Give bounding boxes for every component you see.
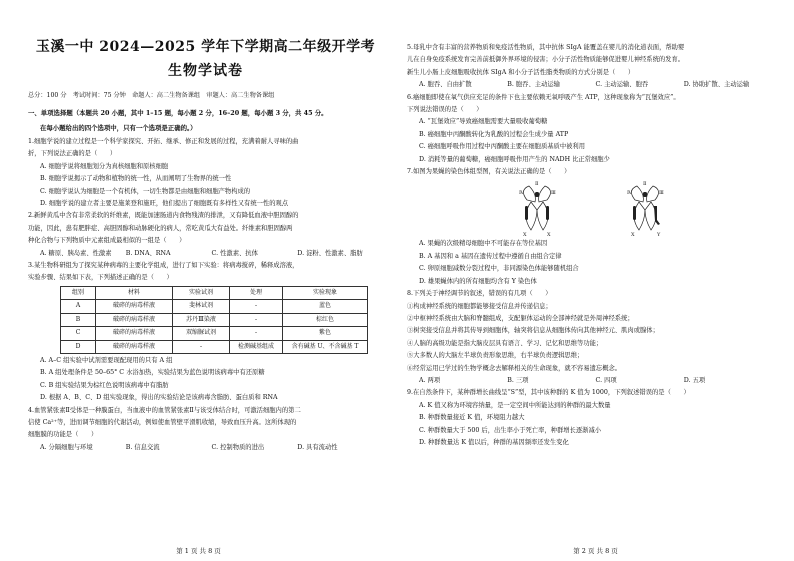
option-row bbox=[28, 248, 383, 260]
question-text: 信使 Ca²⁺等，进而调节细胞的代谢活动，例如使血管壁平滑肌收缩，导致血压升高。这所体现的 bbox=[28, 418, 297, 426]
table-row bbox=[61, 300, 368, 313]
table-cell: 棕红色 bbox=[283, 313, 368, 326]
option-a: A. “瓦堡效应”导致癌细胞需要大量吸收葡萄糖 bbox=[419, 118, 548, 126]
statement-item: ⑤大多数人的大脑左半球负责形象思维，右半球负责逻辑思维； bbox=[407, 352, 584, 360]
question-2 bbox=[28, 210, 383, 260]
table-header: 实验现象 bbox=[283, 286, 368, 299]
chromosome-label: X bbox=[547, 232, 551, 239]
option-b: B. 种群数量接近 K 值，环境阻力越大 bbox=[419, 414, 525, 422]
option-a: A. 细胞学说将细胞划分为真核细胞和原核细胞 bbox=[40, 162, 169, 170]
chromosome-iii-left bbox=[631, 186, 643, 202]
option-a: A. 两项 bbox=[419, 376, 441, 384]
chromosome-iv bbox=[535, 192, 539, 197]
table-cell: - bbox=[230, 300, 283, 313]
question-9 bbox=[407, 387, 772, 449]
female-karyotype bbox=[519, 181, 556, 238]
question-text: 新生儿小肠上皮细胞吸收抗体 SIgA 和小分子活性脂类物质的方式分别是（ ） bbox=[407, 68, 635, 76]
table-row bbox=[61, 327, 368, 340]
statement-item: ⑥经常运用已学过的生物学概念去解释相关的生命现象，就不容易遗忘概念。 bbox=[407, 364, 622, 372]
option-b: B. DNA、RNA bbox=[125, 249, 171, 257]
option-a: A. A–C 组实验中试剂需要现配现用的只有 A 组 bbox=[40, 356, 173, 364]
option-a: A. 糖原、胰岛素、性激素 bbox=[40, 249, 112, 257]
table-cell: 检测碱基组成 bbox=[230, 340, 283, 353]
option-d: D. 消耗等量的葡萄糖，癌细胞呼吸作用产生的 NADH 比正常细胞少 bbox=[419, 155, 610, 163]
option-b: B. 癌细胞中丙酮酸转化为乳酸的过程会生成少量 ATP bbox=[419, 130, 569, 138]
table-cell: 破碎的病毒样液 bbox=[96, 327, 173, 340]
option-d: D. 淀粉、性激素、脂肪 bbox=[297, 249, 363, 257]
table-cell: B bbox=[61, 313, 96, 326]
question-text: 功能，因此，患有肥胖症、高胆固醇和动脉硬化的病人，常吃黄瓜大有益处。纤维素和胆固醇两 bbox=[28, 224, 293, 232]
option-c: C. 性激素、抗体 bbox=[211, 249, 258, 257]
option-c: C. 卵原细胞减数分裂过程中，非同源染色体能够随机组合 bbox=[419, 265, 579, 273]
chromosome-iii-left bbox=[523, 186, 535, 202]
chromosome-label: X bbox=[631, 232, 635, 239]
exam-subtitle: 生物学试卷 bbox=[168, 63, 243, 79]
table-row bbox=[61, 313, 368, 326]
page-footer: 第 1 页 共 8 页 bbox=[176, 547, 221, 555]
question-5 bbox=[407, 42, 772, 92]
question-text: 2.新鲜黄瓜中含有非常柔软的纤维素，既能加速肠道内食物残渣的排泄，又有降低血液中胆固醇的 bbox=[28, 212, 299, 220]
question-text: 8.下列关于神经调节的叙述，错误的有几项（ ） bbox=[407, 290, 552, 298]
chromosome-label: Ⅲ bbox=[551, 190, 556, 197]
question-text: 实验步骤、结果如下表，下列描述正确的是（ ） bbox=[28, 274, 173, 282]
exam-title: 玉溪一中 2024—2025 学年下学期高二年级开学考 bbox=[35, 39, 376, 55]
question-text: 折，下列说法正确的是（ ） bbox=[28, 150, 117, 158]
option-b: B. A 基因和 a 基因在遗传过程中遵循自由组合定律 bbox=[419, 252, 562, 260]
exam-meta: 总分：100 分 考试时间：75 分钟 命题人：高二生物备课组 审题人：高二生物备课组 bbox=[28, 92, 275, 99]
table-cell: 破碎的病毒样液 bbox=[96, 313, 173, 326]
table-header: 材料 bbox=[96, 286, 173, 299]
option-c: C. 细胞学说认为细胞是一个有机体，一切生物都是由细胞和细胞产物构成的 bbox=[40, 187, 251, 195]
question-text: 5.母乳中含有丰富的营养物质和免疫活性物质，其中抗体 SIgA 能覆盖在婴儿的消化道表面，帮助婴 bbox=[407, 44, 685, 51]
table-cell: C bbox=[61, 327, 96, 340]
chromosome-iii-right bbox=[539, 186, 551, 202]
question-text: 儿在自身免疫系统发育完善前抵御外界环境的侵害；小分子活性物质能够促进婴儿神经系统的发育。 bbox=[407, 56, 685, 64]
chromosome-iv bbox=[643, 192, 647, 197]
question-text: 下列说法错误的是（ ） bbox=[407, 106, 483, 114]
chromosome-karyotype-figure bbox=[517, 180, 687, 238]
option-row bbox=[28, 442, 383, 454]
question-text: 1.细胞学说的建立过程是一个科学家探究、开拓、继承、修正和发展的过程，充满着耐人寻味的曲 bbox=[28, 138, 299, 145]
chromosome-x bbox=[546, 206, 549, 220]
option-c: C. 种群数量大于 500 后，出生率小于死亡率，种群增长逐渐减小 bbox=[419, 426, 602, 434]
option-a: A. 果蝇的次级精母细胞中不可能存在等位基因 bbox=[419, 240, 548, 248]
statement-item: ②中枢神经系统由大脑和脊髓组成，支配躯体运动的全部神经就是外周神经系统； bbox=[407, 314, 634, 322]
chromosome-label: Ⅱ bbox=[535, 181, 539, 188]
option-b: B. 信息交流 bbox=[125, 443, 160, 451]
page-2 bbox=[397, 0, 794, 561]
table-cell: 蓝色 bbox=[283, 300, 368, 313]
option-d: D. 细胞学说的建立者主要是施莱登和施旺，他们提出了细胞既有多样性又有统一性的观点 bbox=[40, 200, 289, 208]
option-a: A. 分隔细胞与环境 bbox=[40, 443, 93, 451]
question-text: 细胞膜的功能是（ ） bbox=[28, 431, 98, 439]
statement-item: ④人脑的高级功能是指大脑皮层具有语言、学习、记忆和思维等功能； bbox=[407, 339, 603, 347]
option-b: B. 胞吞、主动运输 bbox=[507, 81, 560, 89]
option-c: C. 四项 bbox=[595, 376, 617, 384]
chromosome-label: Ⅳ bbox=[627, 190, 632, 197]
question-7 bbox=[407, 166, 772, 288]
table-header-row bbox=[61, 286, 368, 299]
option-c: C. 控制物质的进出 bbox=[211, 443, 265, 451]
question-text: 3.某生物科研组为了探究某种病毒的主要化学组成，进行了如下实验：将病毒搅碎，稀释成溶液， bbox=[28, 262, 299, 270]
question-3 bbox=[28, 260, 383, 404]
chromosome-label: Ⅳ bbox=[519, 190, 524, 197]
question-6 bbox=[407, 92, 772, 166]
option-row bbox=[407, 375, 772, 387]
question-8 bbox=[407, 288, 772, 387]
table-cell: A bbox=[61, 300, 96, 313]
section-heading-line: 在每小题给出的四个选项中，只有一个选项是正确的。） bbox=[40, 124, 197, 132]
question-text: 7.如图为果蝇的染色体组型图，有关说法正确的是（ ） bbox=[407, 168, 571, 176]
experiment-table bbox=[60, 286, 368, 354]
table-cell: 含有碱基 U、不含碱基 T bbox=[283, 340, 368, 353]
male-karyotype bbox=[627, 181, 664, 238]
question-4 bbox=[28, 405, 383, 455]
question-text: 4.血管紧张素Ⅱ受体是一种膜蛋白，当血液中的血管紧张素Ⅱ与该受体结合时，可激活细胞内的第二 bbox=[28, 406, 301, 414]
option-c: C. 主动运输、胞吞 bbox=[595, 81, 649, 89]
table-header: 实验试剂 bbox=[173, 286, 230, 299]
table-cell: D bbox=[61, 340, 96, 353]
table-header: 处理 bbox=[230, 286, 283, 299]
chromosome-iii-right bbox=[647, 186, 659, 202]
table-cell: 破碎的病毒样液 bbox=[96, 300, 173, 313]
chromosome-label: Ⅲ bbox=[659, 190, 664, 197]
question-text: 种化合物与下列物质中元素组成最相似的一组是（ ） bbox=[28, 237, 186, 245]
option-c: C. B 组实验结果为棕红色说明该病毒中有脂肪 bbox=[40, 381, 169, 389]
table-cell: 苏丹Ⅲ染液 bbox=[173, 313, 230, 326]
table-cell: - bbox=[173, 340, 230, 353]
chromosome-x bbox=[525, 206, 528, 220]
chromosome-label: Ⅱ bbox=[643, 181, 647, 188]
table-cell: - bbox=[230, 313, 283, 326]
option-d: D. 五项 bbox=[683, 376, 706, 384]
option-c: C. 癌细胞呼吸作用过程中丙酮酸主要在细胞质基质中被利用 bbox=[419, 143, 586, 151]
table-cell: - bbox=[230, 327, 283, 340]
chromosome-label: X bbox=[523, 232, 527, 239]
option-b: B. A 组处理条件是 50–65° C 水浴加热，实验结果为蓝色说明该病毒中有还原糖 bbox=[40, 369, 265, 377]
table-cell: 双缩脲试剂 bbox=[173, 327, 230, 340]
table-cell: 斐林试剂 bbox=[173, 300, 230, 313]
option-a: A. 胞吞、自由扩散 bbox=[419, 81, 472, 89]
table-cell: 破碎的病毒样液 bbox=[96, 340, 173, 353]
question-text: 9.在自然条件下，某种群增长曲线呈“S”型，其中该种群的 K 值为 1000，下列叙述错误的是（ ） bbox=[407, 389, 690, 397]
section-heading-line: 一、单项选择题（本题共 20 小题，其中 1–15 题，每小题 2 分，16–20 题，每小题 3 分，共 45 分。 bbox=[28, 109, 328, 117]
table-header: 组别 bbox=[61, 286, 96, 299]
table-row bbox=[61, 340, 368, 353]
chromosome-label: Y bbox=[657, 232, 661, 239]
option-a: A. K 值又称为环境容纳量，是一定空间中所能达到的种群的最大数量 bbox=[419, 401, 611, 409]
question-1 bbox=[28, 136, 383, 210]
chromosome-x bbox=[633, 206, 636, 220]
statement-item: ③树突接受信息并将其传导到细胞体，轴突将信息从细胞体传向其他神经元、肌肉或腺体； bbox=[407, 327, 659, 335]
option-b: B. 细胞学说揭示了动物和植物的统一性，从而阐明了生物界的统一性 bbox=[40, 175, 232, 183]
section-heading bbox=[28, 106, 383, 136]
option-d: D. 具有流动性 bbox=[297, 443, 338, 451]
option-d: D. 雄果蝇体内的所有细胞均含有 Y 染色体 bbox=[419, 277, 537, 285]
statement-item: ①构成神经系统的细胞都能够接受信息并传递信息； bbox=[407, 302, 552, 310]
page-footer: 第 2 页 共 8 页 bbox=[573, 547, 618, 555]
option-b: B. 三项 bbox=[507, 376, 529, 384]
question-text: 6.癌细胞即使在氧气供应充足的条件下也主要依赖无氧呼吸产生 ATP，这种现象称为“瓦堡效应”。 bbox=[407, 93, 680, 101]
option-d: D. 根据 A、B、C、D 组实验现象，得出的实验结论是该病毒含脂肪、蛋白质和 RNA bbox=[40, 394, 278, 402]
option-d: D. 种群数量达 K 值以后，种群的基因频率还发生变化 bbox=[419, 438, 569, 446]
option-row bbox=[407, 79, 772, 91]
option-d: D. 协助扩散、主动运输 bbox=[683, 81, 750, 89]
table-cell: 紫色 bbox=[283, 327, 368, 340]
